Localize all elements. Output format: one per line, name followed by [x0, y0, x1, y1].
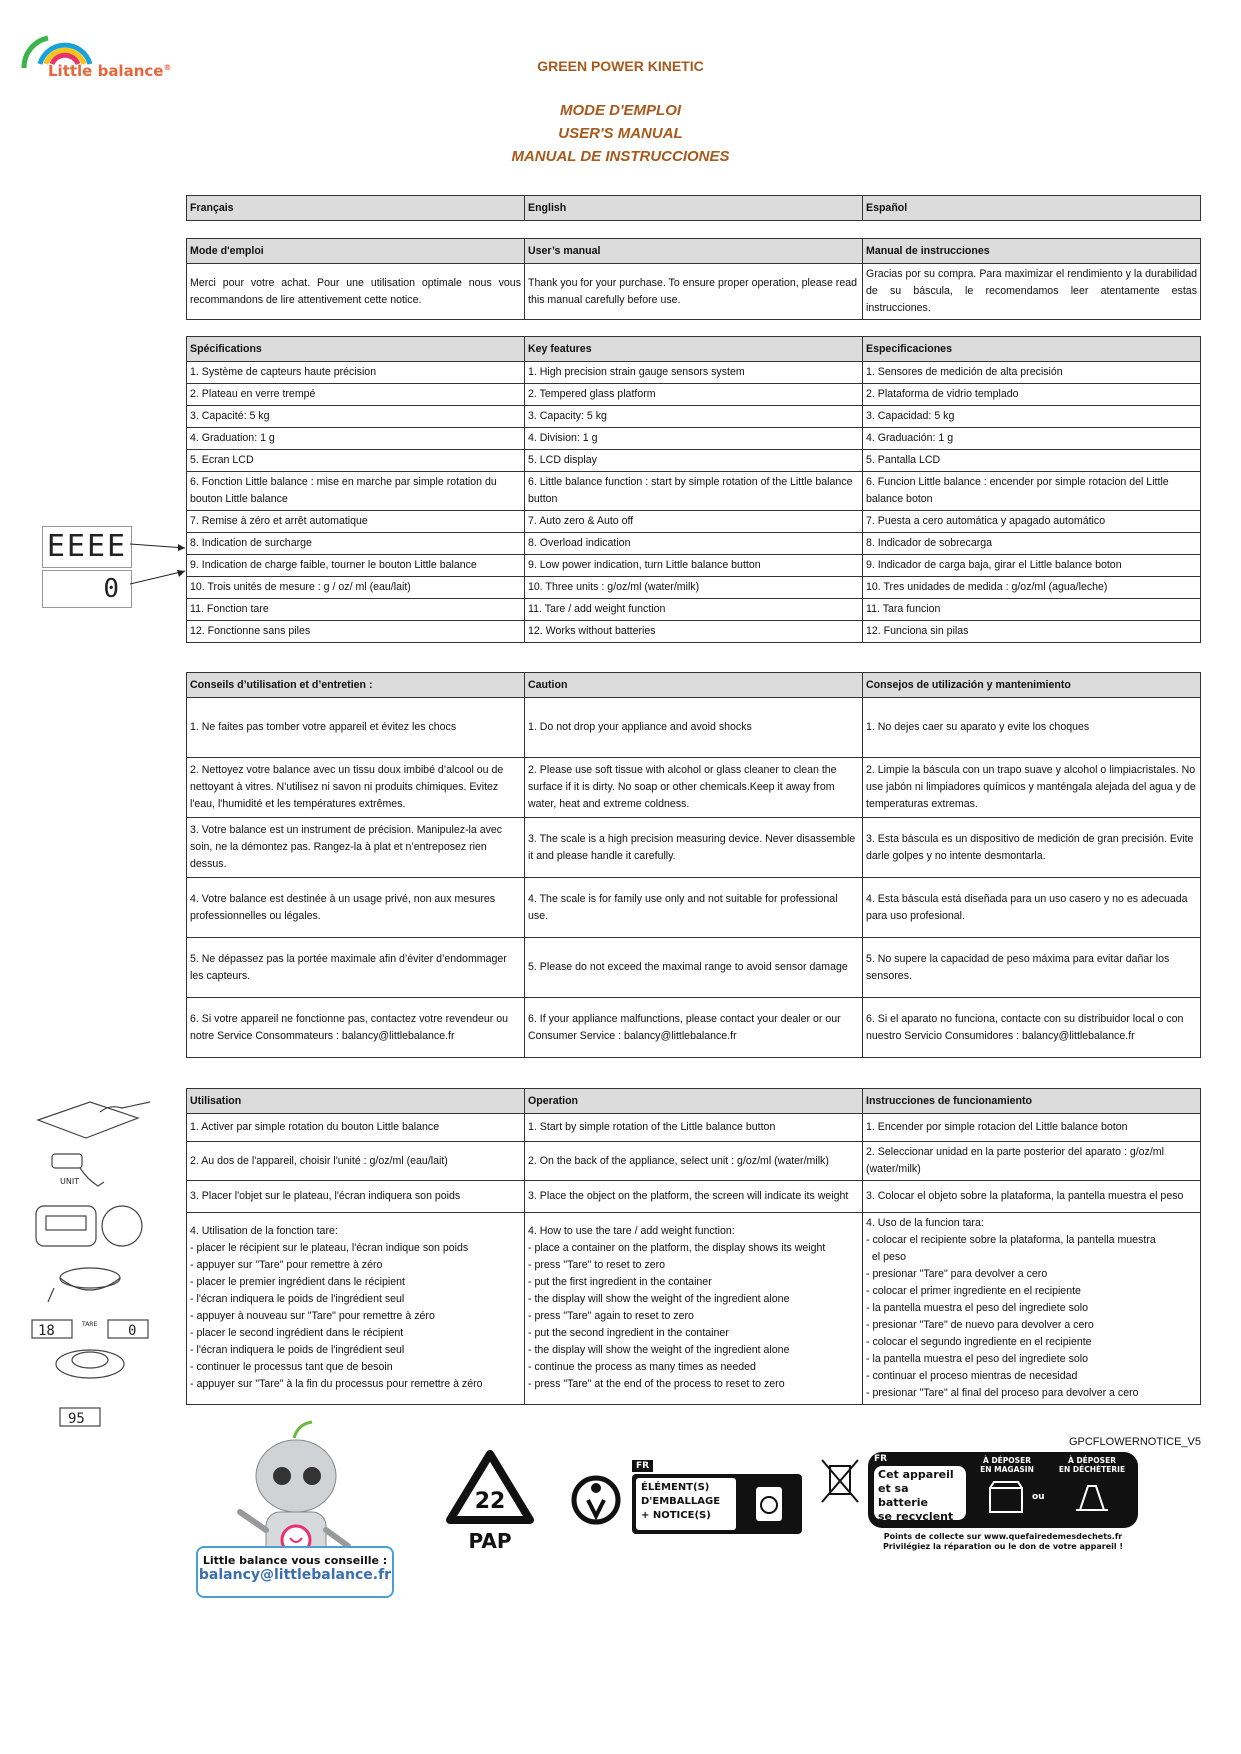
tare-line: - la pantella muestra el peso del ingrediete solo: [866, 1353, 1089, 1365]
tare-line: - continue the process as many times as needed: [528, 1361, 756, 1373]
caution-cell-es: 5. No supere la capacidad de peso máxima para evitar dañar los sensores.: [863, 938, 1201, 998]
specs-cell-fr: 5. Ecran LCD: [187, 450, 525, 472]
tare-line: - l'écran indiquera le poids de l'ingrédient seul: [190, 1344, 405, 1356]
specs-cell-fr: 7. Remise à zéro et arrêt automatique: [187, 511, 525, 533]
specs-cell-fr: 12. Fonctionne sans piles: [187, 621, 525, 643]
tare-line: - the display will show the weight of the ingredient alone: [528, 1344, 790, 1356]
tare-line: - press "Tare" at the end of the process to reset to zero: [528, 1378, 785, 1390]
weee-battery-mark: FR Cet appareil et sa batterie se recyclent À DÉPOSER EN MAGASIN À DÉPOSER EN DÉCHÈTERIE ou Points de collecte sur www.quefairedemesdechets.fr Privilégiez la réparation ou le don de votre appareil !: [820, 1452, 1140, 1562]
tare-cell-en: [525, 1213, 863, 1405]
intro-header-en: User’s manual: [525, 239, 863, 264]
specs-cell-en: 12. Works without batteries: [525, 621, 863, 643]
caution-header-en: Caution: [525, 673, 863, 698]
specs-cell-en: 7. Auto zero & Auto off: [525, 511, 863, 533]
specs-cell-es: 1. Sensores de medición de alta precisión: [863, 362, 1201, 384]
specs-cell-es: 11. Tara funcion: [863, 599, 1201, 621]
tare-line: 4. How to use the tare / add weight function:: [528, 1225, 735, 1237]
operation-row: [187, 1114, 1201, 1142]
tare-line: - presionar "Tare" al final del proceso para devolver a cero: [866, 1387, 1139, 1399]
caution-cell-es: 6. Si el aparato no funciona, contacte con su distribuidor local o con nuestro Servicio Consumidores : balancy@littlebalance.fr: [863, 998, 1201, 1058]
caution-row: [187, 878, 1201, 938]
lcd-overload: EEEE: [42, 526, 132, 568]
intro-table: [186, 238, 1201, 320]
caution-header-fr: Conseils d’utilisation et d’entretien :: [187, 673, 525, 698]
tare-line: - continuar el proceso mientras de necesidad: [866, 1370, 1078, 1382]
tare-line: - placer le récipient sur le plateau, l'écran indique son poids: [190, 1242, 469, 1254]
specs-header-en: Key features: [525, 337, 863, 362]
tare-line: - appuyer sur "Tare" à la fin du processus pour remettre à zéro: [190, 1378, 483, 1390]
container-illustration: [48, 1268, 120, 1302]
operation-cell-es: 3. Colocar el objeto sobre la plataforma, la pantella muestra el peso: [863, 1181, 1201, 1213]
operation-header-fr: Utilisation: [187, 1089, 525, 1114]
specs-cell-fr: 11. Fonction tare: [187, 599, 525, 621]
specs-cell-en: 4. Division: 1 g: [525, 428, 863, 450]
specs-cell-es: 6. Funcion Little balance : encender por simple rotacion del Little balance boton: [863, 472, 1201, 511]
tare-line: - press "Tare" to reset to zero: [528, 1259, 666, 1271]
operation-row: [187, 1142, 1201, 1181]
specs-row: [187, 472, 1201, 511]
specs-cell-fr: 4. Graduation: 1 g: [187, 428, 525, 450]
tare-line: - colocar el primer ingrediente en el recipiente: [866, 1285, 1081, 1297]
tare-line: - continuer le processus tant que de besoin: [190, 1361, 393, 1373]
svg-text:95: 95: [68, 1411, 85, 1427]
specs-row: [187, 577, 1201, 599]
svg-text:UNIT: UNIT: [60, 1177, 80, 1186]
tare-line: - colocar el segundo ingrediente en el recipiente: [866, 1336, 1092, 1348]
tare-line: - presionar "Tare" de nuevo para devolver a cero: [866, 1319, 1094, 1331]
caution-cell-fr: 1. Ne faites pas tomber votre appareil et évitez les chocs: [187, 698, 525, 758]
caution-cell-fr: 5. Ne dépassez pas la portée maximale afin d’éviter d’endommager les capteurs.: [187, 938, 525, 998]
tare-line: 4. Uso de la funcion tara:: [866, 1217, 984, 1229]
caution-cell-en: 6. If your appliance malfunctions, please contact your dealer or our Consumer Service : balancy@littlebalance.fr: [525, 998, 863, 1058]
product-name: GREEN POWER KINETIC: [537, 58, 704, 74]
specs-cell-en: 8. Overload indication: [525, 533, 863, 555]
triman-icon: [566, 1470, 626, 1530]
svg-text:18: 18: [38, 1323, 55, 1339]
caution-cell-en: 1. Do not drop your appliance and avoid shocks: [525, 698, 863, 758]
intro-text-es: Gracias por su compra. Para maximizar el rendimiento y la durabilidad de su báscula, le recomendamos leer atentamente estas instrucciones.: [863, 264, 1201, 320]
operation-cell-en: 1. Start by simple rotation of the Little balance button: [525, 1114, 863, 1142]
tare-line: - appuyer à nouveau sur "Tare" pour remettre à zéro: [190, 1310, 435, 1322]
lcd-low-power: 0: [42, 570, 132, 608]
tare-cell-es: [863, 1213, 1201, 1405]
operation-table: [186, 1088, 1201, 1405]
specs-row: [187, 621, 1201, 643]
specs-row: [187, 428, 1201, 450]
specs-cell-fr: 1. Système de capteurs haute précision: [187, 362, 525, 384]
triman-packaging-mark: FR ÉLÉMENT(S) D'EMBALLAGE + NOTICE(S): [564, 1460, 804, 1540]
operation-header-en: Operation: [525, 1089, 863, 1114]
document-reference: GPCFLOWERNOTICE_V5: [1068, 1436, 1201, 1448]
title-en: USER'S MANUAL: [558, 125, 683, 142]
tare-line: - presionar "Tare" para devolver a cero: [866, 1268, 1048, 1280]
specs-cell-en: 10. Three units : g/oz/ml (water/milk): [525, 577, 863, 599]
title-fr: MODE D'EMPLOI: [559, 102, 682, 119]
indicator-arrows: [130, 540, 190, 590]
operation-tare-row: [187, 1213, 1201, 1405]
operation-cell-en: 2. On the back of the appliance, select unit : g/oz/ml (water/milk): [525, 1142, 863, 1181]
caution-cell-es: 2. Limpie la báscula con un trapo suave y alcohol o limpiacristales. No use jabón ni limpiadores químicos y manténgala alejada del agua y de temperaturas extremas.: [863, 758, 1201, 818]
shop-icon: [986, 1480, 1026, 1514]
specs-row: [187, 384, 1201, 406]
scale-display-illustration: [36, 1206, 142, 1246]
dump-icon: [1072, 1480, 1112, 1514]
brand-name: Little balance®: [48, 62, 172, 80]
specs-row: [187, 555, 1201, 577]
triman-panel: ÉLÉMENT(S) D'EMBALLAGE + NOTICE(S): [632, 1474, 802, 1534]
operation-cell-fr: 1. Activer par simple rotation du bouton Little balance: [187, 1114, 525, 1142]
language-table: [186, 195, 1201, 221]
lang-es: Español: [863, 196, 1201, 221]
caution-cell-fr: 3. Votre balance est un instrument de précision. Manipulez-la avec soin, ne la démontez pas. Rangez-la à plat et n’entreposez rien dessus.: [187, 818, 525, 878]
tare-line: el peso: [866, 1251, 907, 1263]
operation-header-es: Instrucciones de funcionamiento: [863, 1089, 1201, 1114]
caution-cell-es: 1. No dejes caer su aparato y evite los choques: [863, 698, 1201, 758]
specs-header-fr: Spécifications: [187, 337, 525, 362]
tare-displays: [32, 1320, 148, 1339]
caution-cell-en: 2. Please use soft tissue with alcohol or glass cleaner to clean the surface if it is dirty. No soap or other chemicals.Keep it away from water, heat and extreme coldness.: [525, 758, 863, 818]
specs-cell-fr: 3. Capacité: 5 kg: [187, 406, 525, 428]
battery-panel: FR Cet appareil et sa batterie se recyclent À DÉPOSER EN MAGASIN À DÉPOSER EN DÉCHÈTERIE ou: [868, 1452, 1138, 1528]
svg-text:PAP: PAP: [468, 1529, 512, 1553]
caution-cell-es: 4. Esta báscula está diseñada para un uso casero y no es adecuada para uso profesional.: [863, 878, 1201, 938]
caution-cell-en: 4. The scale is for family use only and not suitable for professional use.: [525, 878, 863, 938]
tare-cell-fr: [187, 1213, 525, 1405]
intro-header-es: Manual de instrucciones: [863, 239, 1201, 264]
specs-cell-fr: 8. Indication de surcharge: [187, 533, 525, 555]
crossed-bin-icon: [820, 1456, 860, 1506]
specs-cell-es: 2. Plataforma de vidrio templado: [863, 384, 1201, 406]
specs-cell-es: 12. Funciona sin pilas: [863, 621, 1201, 643]
recycle-pap-mark: [440, 1448, 540, 1558]
specs-cell-en: 3. Capacity: 5 kg: [525, 406, 863, 428]
svg-text:0: 0: [128, 1323, 137, 1339]
tare-line: - place a container on the platform, the display shows its weight: [528, 1242, 826, 1254]
mascot-block: [186, 1418, 400, 1618]
caution-row: [187, 938, 1201, 998]
title-es: MANUAL DE INSTRUCCIONES: [511, 148, 730, 165]
specs-cell-es: 10. Tres unidades de medida : g/oz/ml (agua/leche): [863, 577, 1201, 599]
specs-header-es: Especificaciones: [863, 337, 1201, 362]
specs-row: [187, 450, 1201, 472]
operation-illustrations: [30, 1088, 160, 1438]
specs-cell-es: 5. Pantalla LCD: [863, 450, 1201, 472]
operation-cell-es: 2. Seleccionar unidad en la parte posterior del aparato : g/oz/ml (water/milk): [863, 1142, 1201, 1181]
lang-en: English: [525, 196, 863, 221]
specs-cell-en: 5. LCD display: [525, 450, 863, 472]
caution-row: [187, 758, 1201, 818]
caution-row: [187, 998, 1201, 1058]
caution-cell-en: 3. The scale is a high precision measuring device. Never disassemble it and please handle it carefully.: [525, 818, 863, 878]
specs-cell-en: 11. Tare / add weight function: [525, 599, 863, 621]
caution-row: [187, 698, 1201, 758]
specs-table: [186, 336, 1201, 643]
bowl-illustration: [56, 1350, 124, 1378]
operation-cell-es: 1. Encender por simple rotacion del Little balance boton: [863, 1114, 1201, 1142]
intro-text-en: Thank you for your purchase. To ensure proper operation, please read this manual carefully before use.: [525, 264, 863, 320]
specs-cell-es: 7. Puesta a cero automática y apagado automático: [863, 511, 1201, 533]
caution-cell-fr: 4. Votre balance est destinée à un usage privé, non aux mesures professionnelles ou légales.: [187, 878, 525, 938]
specs-cell-en: 9. Low power indication, turn Little balance button: [525, 555, 863, 577]
specs-cell-fr: 10. Trois unités de mesure : g / oz/ ml (eau/lait): [187, 577, 525, 599]
unit-button-illustration: [52, 1154, 104, 1186]
intro-text-fr: Merci pour votre achat. Pour une utilisation optimale nous vous recommandons de lire attentivement cette notice.: [187, 264, 525, 320]
specs-row: [187, 406, 1201, 428]
specs-row: [187, 533, 1201, 555]
caution-cell-en: 5. Please do not exceed the maximal range to avoid sensor damage: [525, 938, 863, 998]
tare-line: - put the first ingredient in the container: [528, 1276, 712, 1288]
intro-header-fr: Mode d'emploi: [187, 239, 525, 264]
tare-line: - placer le premier ingrédient dans le récipient: [190, 1276, 405, 1288]
tare-line: - placer le second ingrédient dans le récipient: [190, 1327, 404, 1339]
caution-cell-fr: 2. Nettoyez votre balance avec un tissu doux imbibé d’alcool ou de nettoyant à vitres. N'utilisez ni savon ni produits chimiques. Evitez l'eau, l'humidité et les températures extrêmes.: [187, 758, 525, 818]
operation-cell-fr: 2. Au dos de l'appareil, choisir l'unité : g/oz/ml (eau/lait): [187, 1142, 525, 1181]
specs-cell-fr: 6. Fonction Little balance : mise en marche par simple rotation du bouton Little balance: [187, 472, 525, 511]
svg-text:22: 22: [474, 1489, 506, 1514]
tare-line: - the display will show the weight of the ingredient alone: [528, 1293, 790, 1305]
specs-cell-es: 4. Graduación: 1 g: [863, 428, 1201, 450]
caution-header-es: Consejos de utilización y mantenimiento: [863, 673, 1201, 698]
tare-line: - put the second ingredient in the container: [528, 1327, 729, 1339]
mascot-banner: Little balance vous conseille : balancy@littlebalance.fr: [196, 1546, 394, 1598]
specs-cell-en: 1. High precision strain gauge sensors system: [525, 362, 863, 384]
specs-row: [187, 511, 1201, 533]
specs-cell-fr: 9. Indication de charge faible, tourner le bouton Little balance: [187, 555, 525, 577]
caution-table: [186, 672, 1201, 1058]
operation-cell-fr: 3. Placer l'objet sur le plateau, l'écran indiquera son poids: [187, 1181, 525, 1213]
caution-cell-fr: 6. Si votre appareil ne fonctionne pas, contactez votre revendeur ou notre Service Consommateurs : balancy@littlebalance.fr: [187, 998, 525, 1058]
specs-cell-fr: 2. Plateau en verre trempé: [187, 384, 525, 406]
specs-cell-en: 2. Tempered glass platform: [525, 384, 863, 406]
tare-line: - colocar el recipiente sobre la plataforma, la pantella muestra: [866, 1234, 1156, 1246]
specs-cell-es: 3. Capacidad: 5 kg: [863, 406, 1201, 428]
tare-line: - press "Tare" again to reset to zero: [528, 1310, 694, 1322]
lang-fr: Français: [187, 196, 525, 221]
caution-row: [187, 818, 1201, 878]
final-display: [60, 1408, 100, 1427]
caution-cell-es: 3. Esta báscula es un dispositivo de medición de gran precisión. Evite darle golpes y no intente desmontarla.: [863, 818, 1201, 878]
specs-cell-es: 9. Indicador de carga baja, girar el Little balance boton: [863, 555, 1201, 577]
tare-line: - l'écran indiquera le poids de l'ingrédient seul: [190, 1293, 405, 1305]
specs-cell-en: 6. Little balance function : start by simple rotation of the Little balance button: [525, 472, 863, 511]
scale-hand-illustration: [38, 1102, 150, 1138]
specs-row: [187, 599, 1201, 621]
tare-line: - la pantella muestra el peso del ingrediete solo: [866, 1302, 1089, 1314]
specs-cell-es: 8. Indicador de sobrecarga: [863, 533, 1201, 555]
tare-line: 4. Utilisation de la fonction tare:: [190, 1225, 338, 1237]
recycle-bin-icon: [744, 1479, 794, 1529]
tare-line: - appuyer sur "Tare" pour remettre à zéro: [190, 1259, 383, 1271]
specs-row: [187, 362, 1201, 384]
svg-text:TARE: TARE: [82, 1321, 98, 1328]
operation-cell-en: 3. Place the object on the platform, the screen will indicate its weight: [525, 1181, 863, 1213]
operation-row: [187, 1181, 1201, 1213]
